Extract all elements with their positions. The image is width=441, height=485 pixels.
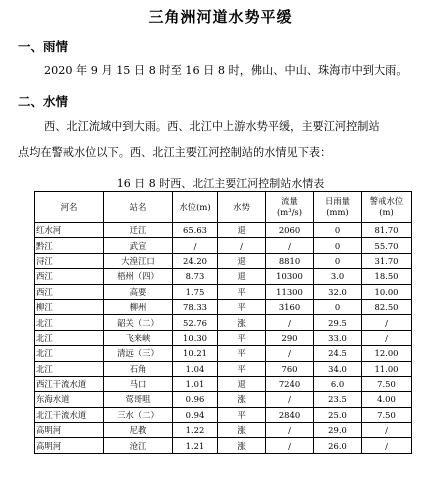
cell-trend: 平	[218, 284, 266, 299]
cell-daily-rain: 6.0	[314, 376, 362, 391]
cell-water-level: 10.30	[173, 330, 218, 345]
cell-daily-rain: 32.0	[314, 284, 362, 299]
cell-water-level: 1.75	[173, 284, 218, 299]
water-paragraph-line-1: 西、北江流域中到大雨。西、北江中上游水势平缓，主要江河控制站	[44, 120, 380, 133]
cell-station: 高要	[104, 284, 173, 299]
cell-warning-level: 55.70	[362, 238, 412, 253]
cell-flow: /	[266, 346, 314, 361]
cell-warning-level: 4.00	[362, 392, 412, 407]
cell-water-level: 8.73	[173, 269, 218, 284]
cell-trend: 平	[218, 330, 266, 345]
cell-daily-rain: 25.0	[314, 407, 362, 422]
cell-station: 飞来峡	[104, 330, 173, 345]
water-paragraph-line-2: 点均在警戒水位以下。西、北江主要江河控制站的水情见下表：	[18, 146, 332, 159]
table-row	[35, 376, 412, 391]
water-heading: 二、水情	[18, 94, 69, 109]
header-river: 河名	[35, 192, 104, 223]
table-row	[35, 346, 412, 361]
cell-trend: 平	[218, 361, 266, 376]
cell-flow: /	[266, 438, 314, 453]
table-row	[35, 330, 412, 345]
table-header-row	[35, 192, 412, 223]
cell-trend: 涨	[218, 315, 266, 330]
cell-flow: /	[266, 423, 314, 438]
cell-flow: /	[266, 392, 314, 407]
table-row	[35, 253, 412, 268]
cell-flow: 10300	[266, 269, 314, 284]
cell-daily-rain: 29.5	[314, 315, 362, 330]
cell-river: 北江干流水道	[35, 407, 104, 422]
cell-warning-level: /	[362, 330, 412, 345]
cell-station: 莺哥咀	[104, 392, 173, 407]
cell-trend: 平	[218, 407, 266, 422]
cell-trend: 退	[218, 376, 266, 391]
cell-water-level: 1.01	[173, 376, 218, 391]
table-row	[35, 438, 412, 453]
table-row	[35, 238, 412, 253]
cell-river: 高明河	[35, 438, 104, 453]
table-caption: 16 日 8 时西、北江主要江河控制站水情表	[116, 177, 325, 190]
header-trend: 水势	[218, 192, 266, 223]
header-warning-level: 警戒水位 (m)	[362, 192, 412, 223]
cell-daily-rain: 0	[314, 299, 362, 314]
cell-station: 清远（三）	[104, 346, 173, 361]
cell-flow: 8810	[266, 253, 314, 268]
table-row	[35, 299, 412, 314]
cell-warning-level: /	[362, 423, 412, 438]
table-row	[35, 284, 412, 299]
cell-river: 北江	[35, 330, 104, 345]
cell-water-level: 24.20	[173, 253, 218, 268]
cell-water-level: 52.76	[173, 315, 218, 330]
cell-warning-level: 12.00	[362, 346, 412, 361]
cell-warning-level: /	[362, 438, 412, 453]
cell-river: 东海水道	[35, 392, 104, 407]
cell-warning-level: 10.00	[362, 284, 412, 299]
cell-station: 三水（二）	[104, 407, 173, 422]
cell-daily-rain: 23.5	[314, 392, 362, 407]
cell-station: 武宣	[104, 238, 173, 253]
table-row	[35, 423, 412, 438]
cell-station: 梧州（四）	[104, 269, 173, 284]
cell-flow: 11300	[266, 284, 314, 299]
page-title: 三角洲河道水势平缓	[148, 8, 293, 26]
cell-water-level: 1.22	[173, 423, 218, 438]
cell-river: 西江	[35, 284, 104, 299]
cell-trend: 退	[218, 269, 266, 284]
cell-daily-rain: 0	[314, 238, 362, 253]
cell-daily-rain: 33.0	[314, 330, 362, 345]
table-row	[35, 223, 412, 238]
cell-warning-level: 82.50	[362, 299, 412, 314]
cell-station: 沧江	[104, 438, 173, 453]
cell-daily-rain: 34.0	[314, 361, 362, 376]
cell-station: 柳州	[104, 299, 173, 314]
cell-water-level: 0.94	[173, 407, 218, 422]
cell-daily-rain: 24.5	[314, 346, 362, 361]
table-row	[35, 361, 412, 376]
table-row	[35, 315, 412, 330]
water-status-table	[34, 191, 412, 454]
cell-warning-level: 18.50	[362, 269, 412, 284]
cell-daily-rain: 3.0	[314, 269, 362, 284]
table-row	[35, 392, 412, 407]
cell-flow: 290	[266, 330, 314, 345]
header-level: 水位(m)	[173, 192, 218, 223]
cell-flow: 3160	[266, 299, 314, 314]
cell-daily-rain: 26.0	[314, 438, 362, 453]
cell-river: 西江干流水道	[35, 376, 104, 391]
cell-flow: 2060	[266, 223, 314, 238]
cell-river: 高明河	[35, 423, 104, 438]
cell-water-level: 1.21	[173, 438, 218, 453]
cell-trend: 涨	[218, 423, 266, 438]
table-row	[35, 407, 412, 422]
cell-warning-level: 31.70	[362, 253, 412, 268]
cell-trend: 退	[218, 253, 266, 268]
cell-flow: /	[266, 238, 314, 253]
cell-daily-rain: 0	[314, 253, 362, 268]
cell-station: 尼教	[104, 423, 173, 438]
cell-flow: 7240	[266, 376, 314, 391]
cell-water-level: 1.04	[173, 361, 218, 376]
cell-trend: 涨	[218, 438, 266, 453]
cell-daily-rain: 0	[314, 223, 362, 238]
rain-heading: 一、雨情	[18, 39, 69, 54]
cell-river: 黔江	[35, 238, 104, 253]
cell-station: 迁江	[104, 223, 173, 238]
header-station: 站名	[104, 192, 173, 223]
cell-trend: 涨	[218, 392, 266, 407]
cell-river: 红水河	[35, 223, 104, 238]
cell-water-level: 10.21	[173, 346, 218, 361]
cell-station: 马口	[104, 376, 173, 391]
cell-daily-rain: 29.0	[314, 423, 362, 438]
cell-river: 西江	[35, 269, 104, 284]
rain-paragraph: 2020 年 9 月 15 日 8 时至 16 日 8 时，佛山、中山、珠海市中到大雨。	[44, 64, 408, 77]
cell-flow: 2840	[266, 407, 314, 422]
cell-river: 浔江	[35, 253, 104, 268]
cell-water-level: /	[173, 238, 218, 253]
cell-water-level: 78.33	[173, 299, 218, 314]
cell-river: 北江	[35, 315, 104, 330]
table-body	[35, 223, 412, 454]
cell-river: 北江	[35, 346, 104, 361]
cell-river: 柳江	[35, 299, 104, 314]
cell-warning-level: 11.00	[362, 361, 412, 376]
cell-flow: /	[266, 315, 314, 330]
cell-trend: 平	[218, 299, 266, 314]
table-row	[35, 269, 412, 284]
cell-flow: 760	[266, 361, 314, 376]
cell-river: 北江	[35, 361, 104, 376]
cell-water-level: 0.96	[173, 392, 218, 407]
cell-station: 石角	[104, 361, 173, 376]
cell-trend: /	[218, 238, 266, 253]
cell-warning-level: 7.50	[362, 376, 412, 391]
header-daily-rain: 日雨量 (mm)	[314, 192, 362, 223]
cell-warning-level: /	[362, 315, 412, 330]
cell-trend: 平	[218, 346, 266, 361]
cell-station: 大湟江口	[104, 253, 173, 268]
header-flow: 流量 (m³/s)	[266, 192, 314, 223]
cell-station: 韶关（二）	[104, 315, 173, 330]
cell-water-level: 65.63	[173, 223, 218, 238]
cell-warning-level: 81.70	[362, 223, 412, 238]
cell-trend: 退	[218, 223, 266, 238]
cell-warning-level: 7.50	[362, 407, 412, 422]
